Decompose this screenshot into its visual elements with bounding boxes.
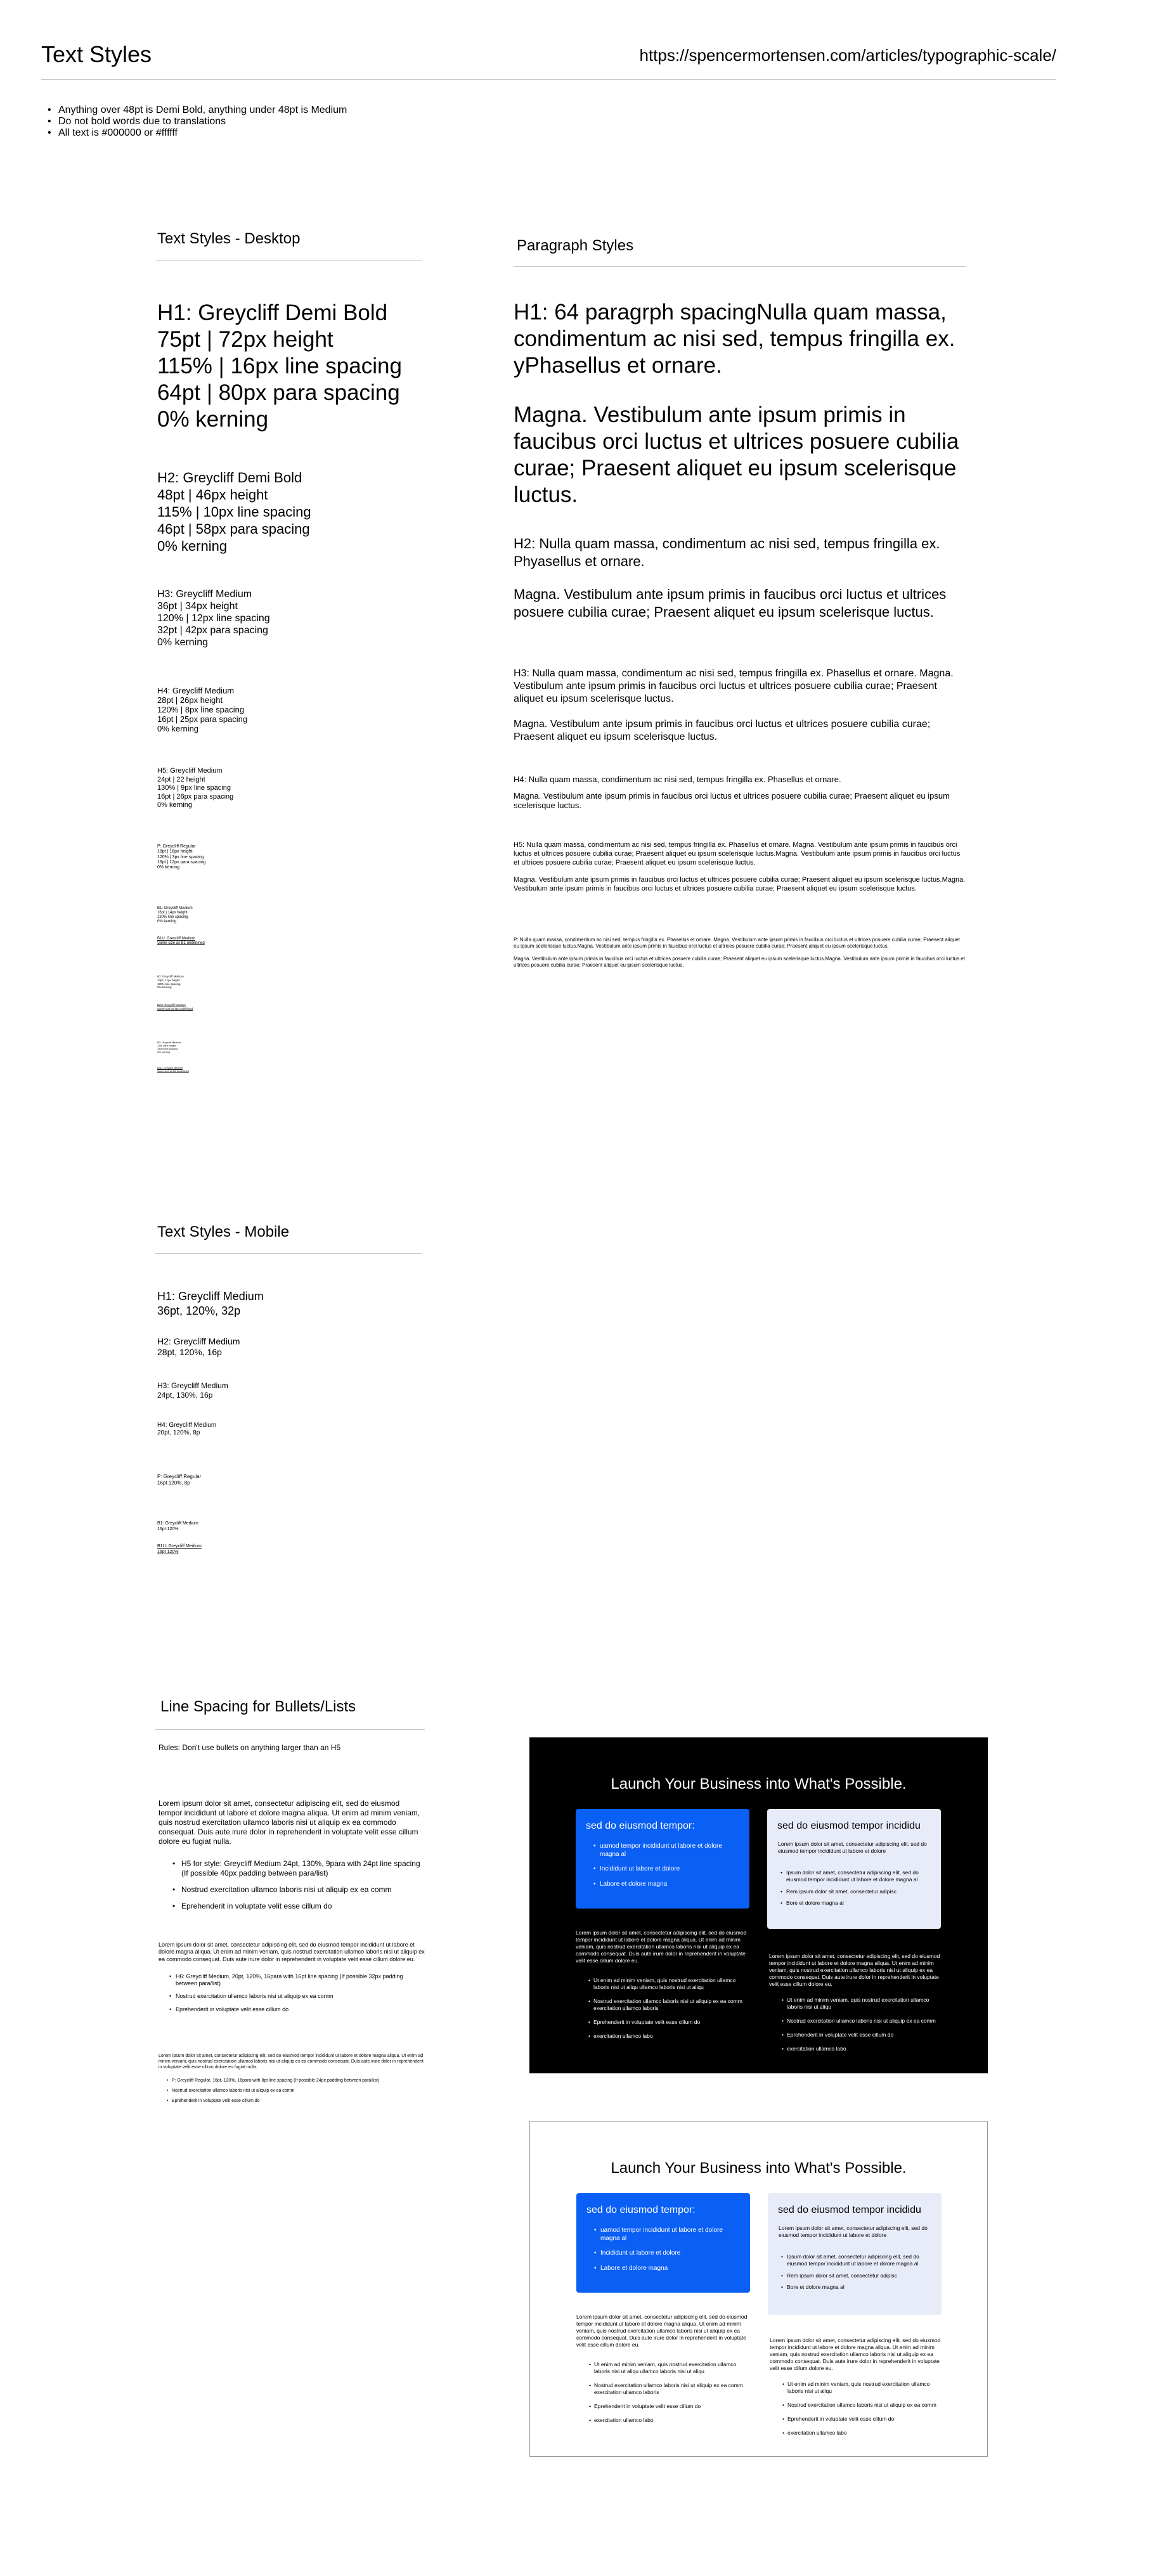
paragraph-h2-sample: Magna. Vestibulum ante ipsum primis in faucibus orci luctus et ultrices posuere cubilia curae; Praesent aliquet eu ipsum scelerisque luctus. [514,586,947,620]
column-list [769,1997,942,2052]
left-column [576,2314,748,2431]
list-item: • Nostrud exercitation ullamco laboris nisi ut aliquip ex ea comm exercitation ullamco laboris [589,2382,748,2396]
right-column [769,1953,942,2059]
list-item: • Incididunt ut labore et dolore [600,1865,742,1874]
list-item: • Nostrud exercitation ullamco laboris nisi ut aliquip ex ea comm exercitation ullamco laboris [588,1998,747,2012]
page-title: Text Styles [41,41,152,67]
desktop-b3-spec: B3: Greycliff Medium 12pt | 9px height 130% line spacing 0% kerning [157,1041,181,1053]
list-item: • Eprehenderit in voluptate velit esse cillum do [172,1902,425,1911]
list-item: • Ut enim ad minim veniam, quis nostrud exercitation ullamco laboris nisi ut aliqu ullamco laboris nisi ut aliqu [588,1977,747,1991]
list-item: • Bore et dolore magna al [786,1900,932,1907]
panel-heading: Launch Your Business into What's Possible. [611,2160,907,2177]
paragraph-h5-sample: H5: Nulla quam massa, condimentum ac nisi sed, tempus fringilla ex. Phasellus et ornare. Magna. Vestibulum ante ipsum primis in faucibus orci luctus et ultrices posuere cubilia curae; Praesent aliquet eu ipsum scelerisque luctus.Magna. Vestibulum ante ipsum primis in faucibus orci luctus et ultrices posuere cubilia curae; Praesent aliquet eu ipsum scelerisque luctus. [514,841,961,866]
desktop-p-spec: P: Greycliff Regular 18pt | 16px height 120% | 3px line spacing 16pt | 12px para spacing 0% kerning [157,844,206,870]
list-item: • exercitation ullamco labo [589,2417,748,2424]
list-item: • uamod tempor incididunt ut labore et dolore magna al [600,1843,742,1858]
list-item: • H5 for style: Greycliff Medium 24pt, 130%, 9para with 24pt line spacing (If possible 40px padding between para/list) [172,1859,425,1878]
list-item: • exercitation ullamco labo [782,2430,942,2437]
list-item: • Eprehenderit in voluptate velit esse cillum do [589,2403,748,2410]
desktop-h4-spec: H4: Greycliff Medium 28pt | 26px height 120% | 8px line spacing 16pt | 25px para spacing 0% kerning [157,686,248,733]
reference-url-link[interactable]: https://spencermortensen.com/articles/typographic-scale/ [639,46,1056,65]
mobile-h2-spec: H2: Greycliff Medium 28pt, 120%, 16p [157,1336,240,1357]
bullet-list [159,1973,425,2013]
list-item: • Eprehenderit in voluptate velit esse cillum do [782,2032,942,2038]
column-paragraph: Lorem ipsum dolor sit amet, consectetur adipiscing elit, sed do eiusmod tempor incididunt ut labore et dolore magna aliqua. Ut enim ad minim veniam, quis nostrud exercitation ullamco laboris nisi ut aliquip ex ea commodo consequat. Duis aute irure dolor in reprehenderit in voluptate velit esse cillum dolore eu. [576,1929,747,1964]
column-list [576,1977,747,2040]
desktop-b3u-spec: B3U: Greycliff Medium Same size as B3 underlined [157,1066,189,1072]
list-item: • Rem ipsum dolor sit amet, consectetur adipisc [786,1888,932,1895]
card-title: sed do eiusmod tempor: [586,2205,696,2215]
list-item: • Incididunt ut labore et dolore [600,2250,742,2258]
list-example-paragraph: Lorem ipsum dolor sit amet, consectetur adipiscing elit, sed do eiusmod tempor incididunt ut labore et dolore magna aliqua. Ut enim ad minim veniam, quis nostrud exercitation ullamco laboris nisi ut aliquip ex ea commodo consequat. Duis aute irure dolor in reprehenderit in voluptate velit esse cillum dolore eu fugiat nulla. [159,2054,424,2070]
card-body: Lorem ipsum dolor sit amet, consectetur adipiscing elit, sed do eiusmod tempor incididunt ut labore et dolore [778,1841,927,1854]
mobile-b1u-spec: B1U: Greycliff Medium 16pt 120% [157,1544,202,1554]
paragraph-h5-sample: Magna. Vestibulum ante ipsum primis in faucibus orci luctus et ultrices posuere cubilia curae; Praesent aliquet eu ipsum scelerisque luctus.Magna. Vestibulum ante ipsum primis in faucibus orci luctus et ultrices posuere cubilia curae; Praesent aliquet eu ipsum scelerisque luctus. [514,876,966,892]
right-column [770,2337,942,2444]
list-example-paragraph: Lorem ipsum dolor sit amet, consectetur adipiscing elit, sed do eiusmod tempor incididunt ut labore et dolore magna aliqua. Ut enim ad minim veniam, quis nostrud exercitation ullamco laboris nisi ut aliquip ex ea commodo consequat. Duis aute irure dolor in reprehenderit in voluptate velit esse cillum dolore eu fugiat nulla. [159,1799,420,1846]
list-item: • Nostrud exercitation ullamco laboris nisi ut aliquip ex ea comm [167,2088,425,2094]
list-item: • Labore et dolore magna [600,2265,742,2273]
list-item: • Nostrud exercitation ullamco laboris nisi ut aliquip ex ea comm [169,1993,425,2000]
list-item: • Eprehenderit in voluptate velit esse cillum do [167,2098,425,2104]
pale-card [767,1809,941,1929]
dark-example-panel [529,1737,988,2073]
desktop-b1u-spec: B1U: Greycliff Medium Same size as B1 underlined [157,937,205,945]
desktop-h1-spec: H1: Greycliff Demi Bold 75pt | 72px height 115% | 16px line spacing 64pt | 80px para spacing 0% kerning [157,300,402,432]
list-item: • Eprehenderit in voluptate velit esse cillum do [169,2006,425,2013]
paragraph-section-title: Paragraph Styles [517,237,634,254]
column-paragraph: Lorem ipsum dolor sit amet, consectetur adipiscing elit, sed do eiusmod tempor incididunt ut labore et dolore magna aliqua. Ut enim ad minim veniam, quis nostrud exercitation ullamco laboris nisi ut aliquip ex ea commodo consequat. Duis aute irure dolor in reprehenderit in voluptate velit esse cillum dolore eu. [770,2337,941,2371]
paragraph-h1-sample: H1: 64 paragrph spacingNulla quam massa, condimentum ac nisi sed, tempus fringilla ex. yPhasellus et ornare. [514,300,955,378]
column-list [576,2361,748,2424]
list-item: • Ipsum dolor sit amet, consectetur adipiscing elit, sed do eiusmod tempor incididunt ut labore et dolore magna al [787,2253,933,2267]
desktop-h2-spec: H2: Greycliff Demi Bold 48pt | 46px height 115% | 10px line spacing 46pt | 58px para spacing 0% kerning [157,470,311,554]
panel-heading: Launch Your Business into What's Possible. [611,1775,907,1793]
lists-section-title: Line Spacing for Bullets/Lists [160,1698,356,1715]
list-item: • Ut enim ad minim veniam, quis nostrud exercitation ullamco laboris nisi ut aliqu [782,1997,942,2011]
paragraph-h2-sample: H2: Nulla quam massa, condimentum ac nisi sed, tempus fringilla ex. Phyasellus et ornare. [514,536,940,569]
mobile-section-title: Text Styles - Mobile [157,1223,290,1240]
mobile-p-spec: P: Greycliff Regular 16pt 120%, 8p [157,1474,202,1486]
paragraph-p-sample: P: Nulla quam massa, condimentum ac nisi sed, tempus fringilla ex. Phasellus et ornare. Magna. Vestibulum ante ipsum primis in faucibus orci luctus et ultrices posuere cubilia curae; Praesent aliquet eu ipsum scelerisque luctus.Magna. Vestibulum ante ipsum primis in faucibus orci luctus et ultrices posuere cubilia curae; Praesent aliquet eu ipsum scelerisque luctus. [514,937,960,949]
desktop-section-title: Text Styles - Desktop [157,230,301,247]
card-title: sed do eiusmod tempor: [586,1820,695,1831]
list-example-p [159,2053,425,2108]
left-column [576,1929,747,2047]
blue-card [576,1809,749,1909]
list-item: • uamod tempor incididunt ut labore et dolore magna al [600,2227,742,2243]
desktop-b1-spec: B1: Greycliff Medium 16pt | 14px height 130% line spacing 0% kerning [157,906,193,924]
paragraph-section-divider [514,266,966,267]
mobile-h4-spec: H4: Greycliff Medium 20pt, 120%, 8p [157,1422,217,1436]
mobile-h1-spec: H1: Greycliff Medium 36pt, 120%, 32p [157,1290,264,1317]
lists-rules-note: Rules: Don't use bullets on anything larger than an H5 [159,1743,341,1752]
style-note: • Do not bold words due to translations [48,116,347,127]
column-paragraph: Lorem ipsum dolor sit amet, consectetur adipiscing elit, sed do eiusmod tempor incididunt ut labore et dolore magna aliqua. Ut enim ad minim veniam, quis nostrud exercitation ullamco laboris nisi ut aliquip ex ea commodo consequat. Duis aute irure dolor in reprehenderit in voluptate velit esse cillum dolore eu. [576,2314,748,2348]
paragraph-h3-sample: Magna. Vestibulum ante ipsum primis in faucibus orci luctus et ultrices posuere cubilia curae; Praesent aliquet eu ipsum scelerisque luctus. [514,719,931,742]
paragraph-h1-sample: Magna. Vestibulum ante ipsum primis in faucibus orci luctus et ultrices posuere cubilia curae; Praesent aliquet eu ipsum scelerisque luctus. [514,402,959,507]
style-note: • All text is #000000 or #ffffff [48,127,347,139]
paragraph-h4-sample: Magna. Vestibulum ante ipsum primis in faucibus orci luctus et ultrices posuere cubilia curae; Praesent aliquet eu ipsum scelerisque luctus. [514,791,950,810]
card-title: sed do eiusmod tempor incididu [778,2205,921,2215]
card-list [787,2253,933,2296]
card-body: Lorem ipsum dolor sit amet, consectetur adipiscing elit, sed do eiusmod tempor incididunt ut labore et dolore [779,2225,928,2238]
mobile-h3-spec: H3: Greycliff Medium 24pt, 130%, 16p [157,1381,228,1400]
style-note: • Anything over 48pt is Demi Bold, anything under 48pt is Medium [48,105,347,116]
list-item: • exercitation ullamco labo [782,2045,942,2052]
card-list [600,1843,742,1895]
list-item: • Nostrud exercitation ullamco laboris nisi ut aliquip ex ea comm [172,1885,425,1895]
paragraph-p-sample: Magna. Vestibulum ante ipsum primis in faucibus orci luctus et ultrices posuere cubilia curae; Praesent aliquet eu ipsum scelerisque luctus.Magna. Vestibulum ante ipsum primis in faucibus orci luctus et ultrices posuere cubilia curae; Praesent aliquet eu ipsum scelerisque luctus. [514,956,965,968]
pale-card [768,2193,942,2315]
bullet-list [159,2078,425,2104]
list-item: • Eprehenderit in voluptate velit esse cillum do [588,2019,747,2026]
card-list [600,2227,742,2279]
paragraph-h3-sample: H3: Nulla quam massa, condimentum ac nisi sed, tempus fringilla ex. Phasellus et ornare. Magna. Vestibulum ante ipsum primis in faucibus orci luctus et ultrices posuere cubilia curae; Praesent aliquet eu ipsum scelerisque luctus. [514,668,954,704]
column-paragraph: Lorem ipsum dolor sit amet, consectetur adipiscing elit, sed do eiusmod tempor incididunt ut labore et dolore magna aliqua. Ut enim ad minim veniam, quis nostrud exercitation ullamco laboris nisi ut aliquip ex ea commodo consequat. Duis aute irure dolor in reprehenderit in voluptate velit esse cillum dolore eu. [769,1953,940,1987]
column-list [770,2381,942,2437]
paragraph-h4-sample: H4: Nulla quam massa, condimentum ac nisi sed, tempus fringilla ex. Phasellus et ornare. [514,775,841,784]
list-item: • Nostrud exercitation ullamco laboris nisi ut aliquip ex ea comm [782,2018,942,2025]
mobile-section-divider [155,1253,422,1254]
desktop-h3-spec: H3: Greycliff Medium 36pt | 34px height 120% | 12px line spacing 32pt | 42px para spacing 0% kerning [157,589,270,648]
list-item: • Eprehenderit in voluptate velit esse cillum do [782,2416,942,2423]
list-example-h6 [159,1942,425,2019]
list-item: • Ipsum dolor sit amet, consectetur adipiscing elit, sed do eiusmod tempor incididunt ut labore et dolore magna al [786,1869,932,1883]
desktop-h5-spec: H5: Greycliff Medium 24pt | 22 height 130% | 9px line spacing 16pt | 26px para spacing 0% kerning [157,767,234,809]
list-item: • Bore et dolore magna al [787,2284,933,2291]
list-item: • Rem ipsum dolor sit amet, consectetur adipisc [787,2272,933,2279]
header-divider [41,79,1056,80]
card-title: sed do eiusmod tempor incididu [777,1820,921,1831]
desktop-b2u-spec: B2U: Greycliff Medium Same size as B2 underlined [157,1003,193,1010]
style-notes-list [48,105,347,139]
card-list [786,1869,932,1912]
light-example-panel [529,2121,988,2457]
desktop-section-divider [155,260,422,261]
list-example-paragraph: Lorem ipsum dolor sit amet, consectetur adipiscing elit, sed do eiusmod tempor incididunt ut labore et dolore magna aliqua. Ut enim ad minim veniam, quis nostrud exercitation ullamco laboris nisi ut aliquip ex ea commodo consequat. Duis aute irure dolor in reprehenderit in voluptate velit esse cillum dolore eu. [159,1942,425,1962]
list-item: • exercitation ullamco labo [588,2033,747,2040]
bullet-list [159,1859,425,1911]
list-item: • Nostrud exercitation ullamco laboris nisi ut aliquip ex ea comm [782,2402,942,2409]
list-item: • Ut enim ad minim veniam, quis nostrud exercitation ullamco laboris nisi ut aliqu ullamco laboris nisi ut aliqu [589,2361,748,2375]
blue-card [576,2193,750,2293]
list-item: • Labore et dolore magna [600,1881,742,1889]
list-example-h5 [159,1799,425,1918]
desktop-b2-spec: B2: Greycliff Medium 14pt | 11px height 130% line spacing 0% kerning [157,975,184,989]
lists-section-divider [155,1729,425,1730]
list-item: • H6: Greycliff Medium, 20pt, 120%, 16para with 16pt line spacing (If possible 32px padding between para/list) [169,1973,425,1988]
mobile-b1-spec: B1: Greycliff Medium 16pt 120% [157,1521,198,1531]
list-item: • P: Greycliff Regular, 16pt, 120%, 16para with 8pt line spacing (If possible 24px padding between para/list) [167,2078,425,2083]
list-item: • Ut enim ad minim veniam, quis nostrud exercitation ullamco laboris nisi ut aliqu [782,2381,942,2395]
